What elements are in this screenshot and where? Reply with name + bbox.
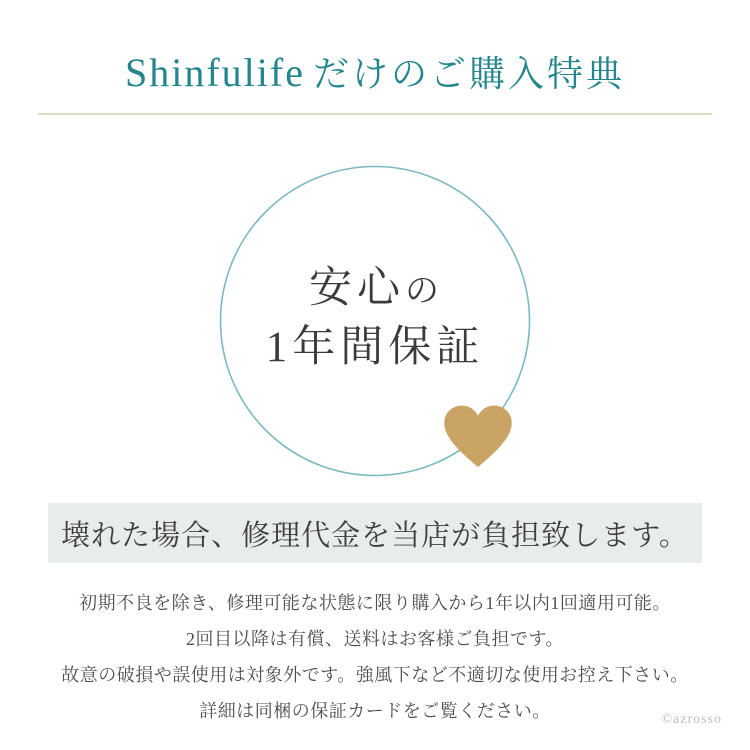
title-divider bbox=[38, 113, 712, 115]
badge-line1-particle: の bbox=[405, 273, 441, 310]
copyright-watermark: ©azrosso bbox=[661, 712, 722, 727]
badge-line-2: 1年間保証 bbox=[265, 324, 485, 371]
warranty-badge bbox=[219, 165, 531, 477]
heart-icon bbox=[441, 404, 515, 470]
disclaimer-text bbox=[0, 585, 750, 729]
badge-line1-main: 安心 bbox=[309, 265, 405, 312]
badge-line-1 bbox=[309, 267, 441, 310]
disclaimer-line: 詳細は同梱の保証カードをご覧ください。 bbox=[199, 701, 551, 721]
disclaimer-line: 故意の破損や誤使用は対象外です。強風下など不適切な使用お控え下さい。 bbox=[61, 665, 689, 685]
heart-shape bbox=[444, 405, 511, 467]
page-title bbox=[0, 0, 750, 97]
disclaimer-line: 初期不良を除き、修理可能な状態に限り購入から1年以内1回適用可能。 bbox=[79, 593, 671, 613]
warranty-banner: 壊れた場合、修理代金を当店が負担致します。 bbox=[48, 503, 702, 563]
brand-name: Shinfulife bbox=[125, 50, 305, 95]
page-title-text: だけのご購入特典 bbox=[312, 54, 625, 94]
disclaimer-line: 2回目以降は有償、送料はお客様ご負担です。 bbox=[185, 629, 565, 649]
